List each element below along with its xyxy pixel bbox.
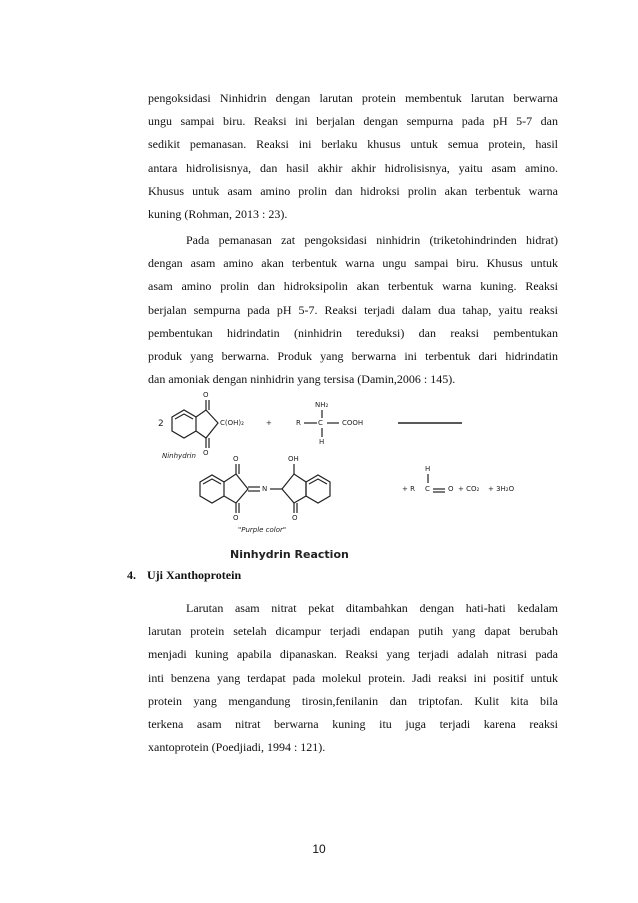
text-line: terkena asam nitrat berwarna kuning itu juga terjadi karena reaksi	[148, 716, 558, 731]
text-line: asam amino prolin dan hidroksipolin akan terbentuk warna kuning. Reaksi	[148, 279, 558, 294]
hydrate-carbon-label: C(OH)₂	[220, 419, 244, 427]
text-line: berjalan sempurna pada pH 5-7. Reaksi terjadi dalam dua tahap, yaitu reaksi	[148, 302, 558, 317]
hydroxyl-label: OH	[288, 455, 299, 463]
purple-color-label: "Purple color"	[238, 526, 287, 534]
text-line: dan amoniak dengan ninhidrin yang tersisa (Damin,2006 : 145).	[148, 372, 456, 387]
text-line: xantoprotein (Poedjiadi, 1994 : 121).	[148, 740, 326, 755]
aldehyde-hydrogen-label: H	[425, 465, 431, 473]
text-line: sedikit pemanasan. Reaksi ini berlaku khusus untuk semua protein, hasil	[148, 137, 558, 152]
alpha-carbon-label: C	[318, 419, 323, 427]
text-line: pembentukan hidrindatin (ninhidrin tereduksi) dan reaksi pembentukan	[148, 325, 558, 340]
paragraph-ninhydrin-heating	[148, 229, 558, 391]
section-heading	[127, 568, 241, 583]
paragraph-xanthoprotein	[148, 597, 558, 759]
plus-sign: +	[266, 419, 272, 427]
section-number: 4.	[127, 568, 136, 582]
text-line: pengoksidasi Ninhidrin dengan larutan protein membentuk larutan berwarna	[148, 91, 558, 105]
text-line: antara hidrolisisnya, dan hasil akhir akhir hidrolisisnya, yaitu asam amino.	[148, 160, 558, 175]
carbonyl-oxygen-label: O	[233, 514, 239, 522]
aldehyde-carbon-label: C	[425, 485, 430, 493]
carbonyl-oxygen-label: O	[292, 514, 298, 522]
text-line: Larutan asam nitrat pekat ditambahkan dengan hati-hati kedalam	[186, 601, 558, 615]
carbonyl-oxygen-label: O	[203, 449, 209, 457]
nitrogen-label: N	[262, 485, 268, 493]
carbonyl-oxygen-label: O	[233, 455, 239, 463]
text-line: produk yang berwarna. Produk yang berwarna ini terbentuk dari hidrindatin	[148, 348, 558, 363]
section-title: Uji Xanthoprotein	[147, 568, 242, 582]
r-group-label: R	[296, 419, 301, 427]
indane-ring	[196, 410, 218, 438]
figure-caption: Ninhydrin Reaction	[230, 548, 349, 561]
text-line: kuning (Rohman, 2013 : 23).	[148, 206, 288, 221]
text-line: Pada pemanasan zat pengoksidasi ninhidrin (triketohindrinden hidrat)	[186, 233, 558, 247]
amino-group-label: NH₂	[315, 401, 329, 409]
coefficient-label: 2	[158, 419, 164, 429]
text-line: protein yang mengandung tirosin,fenilanin dan triptofan. Kulit kita bila	[148, 693, 558, 708]
ninhydrin-label: Ninhydrin	[162, 452, 196, 460]
text-line: Khusus untuk asam amino prolin dan hidroksi prolin akan terbentuk warna	[148, 183, 558, 198]
text-line: dengan asam amino akan terbentuk warna ungu sampai biru. Khusus untuk	[148, 256, 558, 271]
aldehyde-oxygen-label: O	[448, 485, 454, 493]
ninhydrin-reaction-figure	[140, 390, 560, 570]
text-line: inti benzena yang terdapat pada molekul protein. Jadi reaksi ini positif untuk	[148, 670, 558, 685]
carbon-dioxide-label: + CO₂	[458, 485, 480, 493]
water-label: + 3H₂O	[488, 485, 515, 493]
paragraph-ninhydrin-intro	[148, 87, 558, 226]
hydrogen-label: H	[319, 438, 325, 446]
text-line: menjadi kuning apabila dipanaskan. Reaksi yang terjadi adalah nitrasi pada	[148, 647, 558, 662]
reaction-scheme-drawing	[140, 390, 560, 570]
carboxyl-group-label: COOH	[342, 419, 364, 427]
text-line: ungu sampai biru. Reaksi ini berjalan dengan sempurna pada pH 5-7 dan	[148, 114, 558, 129]
page-number: 10	[312, 842, 326, 856]
aldehyde-r-label: + R	[402, 485, 415, 493]
text-line: larutan protein setelah dicampur terjadi endapan putih yang dapat berubah	[148, 624, 558, 639]
carbonyl-oxygen-label: O	[203, 391, 209, 399]
